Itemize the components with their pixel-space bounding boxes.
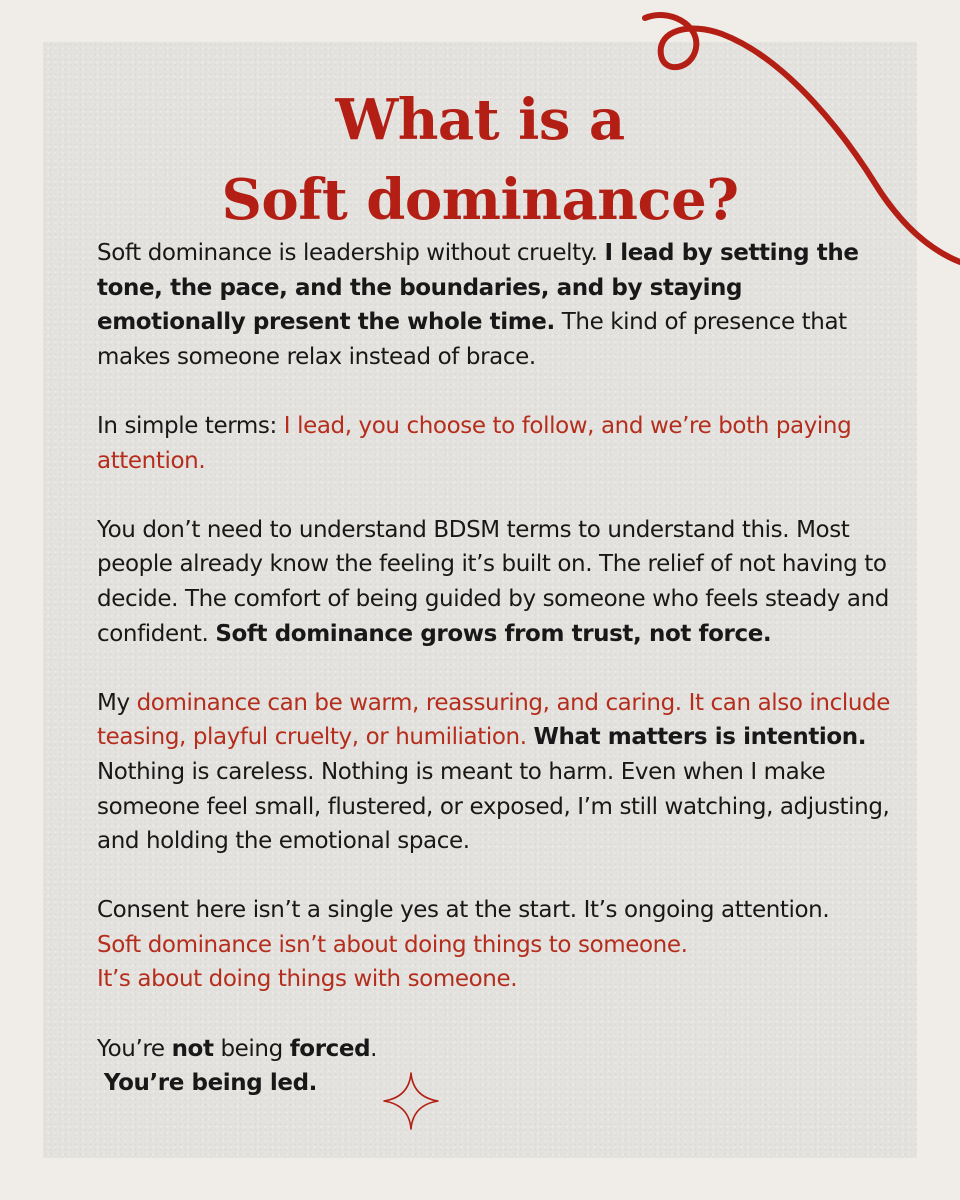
page-title <box>43 80 917 240</box>
closing-text-2: being <box>213 1035 290 1062</box>
closing-text-1: You’re <box>97 1035 172 1062</box>
bdsm-terms-text: You don’t need to understand BDSM terms to understand this. Most people already know the feeling it’s built on. The relief of not having to decide. The comfort of being guided by someone who feels steady and confident. <box>97 516 889 647</box>
consent-text: Consent here isn’t a single yes at the start. It’s ongoing attention. <box>97 897 830 924</box>
simple-terms-label: In simple terms: <box>97 412 284 439</box>
closing-forced: forced <box>289 1035 371 1062</box>
paragraph-intention <box>97 686 897 859</box>
body-text <box>97 236 897 1101</box>
definition-emphasis: I lead by setting the tone, the pace, and the boundaries, and by staying emotionally present the whole time. <box>97 240 859 336</box>
closing-not: not <box>171 1035 214 1062</box>
paragraph-simple-terms <box>97 409 897 478</box>
intention-highlight: dominance can be warm, reassuring, and caring. It can also include teasing, playful cruelty, or humiliation. <box>97 689 890 751</box>
paragraph-consent <box>97 893 897 997</box>
intention-text-start: My <box>97 689 137 716</box>
definition-text: Soft dominance is leadership without cruelty. <box>97 240 605 266</box>
simple-terms-highlight: I lead, you choose to follow, and we’re both paying attention. <box>97 412 852 474</box>
closing-period: . <box>370 1035 378 1062</box>
title-line-1: What is a <box>335 87 625 153</box>
paragraph-bdsm-terms <box>97 513 897 651</box>
intention-text-end: Nothing is careless. Nothing is meant to harm. Even when I make someone feel small, flustered, or exposed, I’m still watching, adjusting, and holding the emotional space. <box>97 758 890 855</box>
title-line-2: Soft dominance? <box>221 167 739 233</box>
intention-space <box>527 724 534 750</box>
definition-text-end: The kind of presence that makes someone relax instead of brace. <box>97 309 847 370</box>
four-point-sparkle-icon <box>382 1071 440 1131</box>
closing-led: You’re being led. <box>103 1070 318 1097</box>
paragraph-definition <box>97 236 897 374</box>
paragraph-closing <box>97 1032 897 1101</box>
bdsm-terms-emphasis: Soft dominance grows from trust, not force. <box>215 620 772 647</box>
consent-highlight-1: Soft dominance isn’t about doing things to someone. <box>97 931 688 958</box>
consent-highlight-2: It’s about doing things with someone. <box>97 966 518 993</box>
intention-emphasis: What matters is intention. <box>533 724 867 751</box>
